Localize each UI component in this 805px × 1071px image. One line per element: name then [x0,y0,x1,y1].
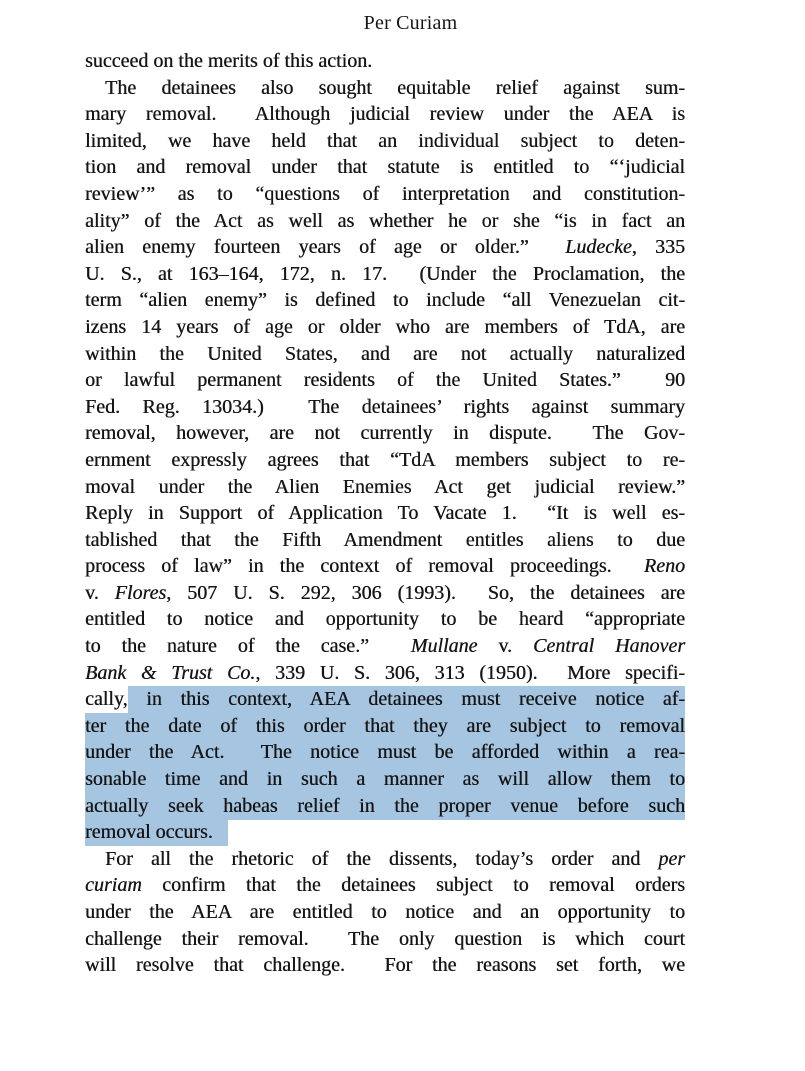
text-segment: Reply in Support of Application To Vacate 1. “It is well es- [85,502,685,525]
text-line [85,527,685,554]
text-line [85,793,685,820]
text-segment: izens 14 years of age or older who are members of TdA, are [85,315,685,338]
text-line [85,261,685,288]
text-segment: under the AEA are entitled to notice and an opportunity to [85,901,685,923]
text-segment: or lawful permanent residents of the United States.” 90 [85,369,685,392]
selected-text: sonable time and in such a manner as will allow them to [85,766,685,793]
text-segment: entitled to notice and opportunity to be heard “appropriate [85,608,685,631]
text-line [85,846,685,873]
text-line [85,341,685,368]
text-line [85,872,685,899]
text-line [85,474,685,501]
selected-text: under the Act. The notice must be afforded within a rea- [85,739,685,766]
running-head: Per Curiam [363,12,458,34]
text-segment: Flores [114,581,167,604]
text-line [85,48,685,75]
text-line [85,181,685,208]
text-segment: U. S., at 163–164, 172, n. 17. (Under the Proclamation, the [85,262,685,285]
text-segment: Fed. Reg. 13034.) The detainees’ rights against summary [85,395,685,418]
text-segment: confirm that the detainees subject to removal orders [141,874,685,897]
text-segment: ernment expressly agrees that “TdA members subject to re- [85,448,685,471]
text-segment: removal, however, are not currently in dispute. The Gov- [85,422,685,445]
text-segment: The detainees also sought equitable relief against sum- [105,76,685,99]
selected-text: removal occurs. [85,819,228,846]
text-line [85,101,685,128]
text-segment: ality” of the Act as well as whether he or she “is in fact an [85,209,685,232]
text-line [85,367,685,394]
text-line [85,287,685,314]
text-line [85,713,685,740]
text-segment: tion and removal under that statute is entitled to “‘judicial [85,156,685,179]
text-segment: alien enemy fourteen years of age or older.” [85,236,566,259]
text-segment: term “alien enemy” is defined to include “all Venezuelan cit- [85,289,685,312]
text-segment: process of law” in the context of removal proceedings. [85,555,644,578]
text-line [85,75,685,102]
text-line [85,580,685,607]
text-segment: , 335 [631,236,686,259]
text-segment: v. [85,581,115,604]
document-lines [85,48,685,979]
text-line [85,128,685,155]
text-line [85,952,685,979]
text-line [85,660,685,687]
text-line [85,447,685,474]
text-segment: cally, [85,688,128,711]
text-line [85,739,685,766]
text-line [85,553,685,580]
text-segment: to the nature of the case.” [85,635,411,658]
text-line [85,686,685,713]
text-line [85,766,685,793]
text-segment: succeed on the merits of this action. [85,50,373,72]
text-segment: v. [477,635,533,658]
text-segment: Central Hanover [532,635,685,658]
text-segment: , 339 U. S. 306, 313 (1950). More specifi- [255,661,685,684]
text-segment: challenge their removal. The only question is which court [85,927,685,950]
text-line [85,234,685,261]
text-segment: Bank & Trust Co. [85,661,256,684]
text-segment: mary removal. Although judicial review under the AEA is [85,103,685,126]
selected-text: in this context, AEA detainees must receive notice af- [128,686,685,713]
text-line [85,500,685,527]
text-line [85,394,685,421]
text-segment: Ludecke [565,236,632,259]
text-segment: tablished that the Fifth Amendment entitles aliens to due [85,528,685,551]
text-line [85,899,685,926]
text-line [85,314,685,341]
selected-text: ter the date of this order that they are subject to removal [85,713,685,740]
text-segment: moval under the Alien Enemies Act get judicial review.” [85,475,685,498]
text-segment: Mullane [410,635,478,658]
text-line [85,633,685,660]
selected-text: actually seek habeas relief in the proper venue before such [85,793,685,820]
text-line [85,208,685,235]
text-segment: within the United States, and are not actually naturalized [85,342,685,365]
text-line [85,606,685,633]
text-segment: curiam [85,874,142,897]
text-segment: will resolve that challenge. For the reasons set forth, we [85,954,685,977]
text-line [85,420,685,447]
text-segment: Reno [643,555,685,578]
text-segment: , 507 U. S. 292, 306 (1993). So, the detainees are [166,581,686,604]
text-line [85,819,685,846]
text-segment: per [658,847,685,870]
text-segment: limited, we have held that an individual subject to deten- [85,129,685,152]
text-segment: For all the rhetoric of the dissents, today’s order and [105,847,659,870]
text-segment: review’” as to “questions of interpretation and constitution- [85,182,685,205]
text-line [85,926,685,953]
text-line [85,154,685,181]
